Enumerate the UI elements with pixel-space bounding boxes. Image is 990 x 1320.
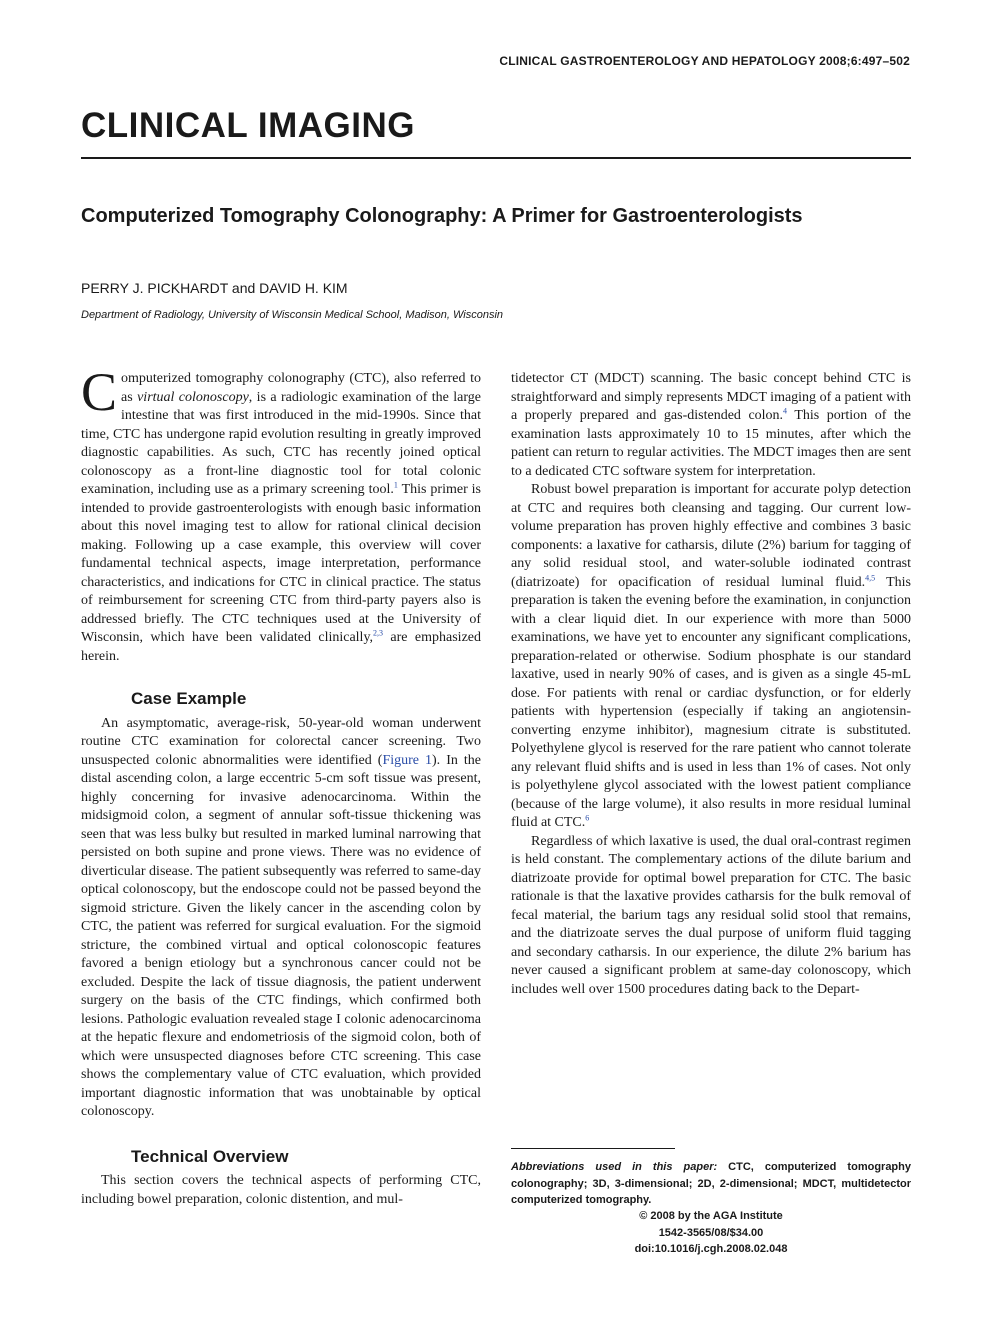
citation-link[interactable]: 6 (585, 813, 590, 823)
intro-text-2: , is a radiologic examination of the large intestine that was first introduced in the mid-1990s. Since that time, CTC has undergone rapid evolution resulting in greatly improved diagnostic capabilities. As such, CTC has recently joined optical colonoscopy as a front-line diagnostic tool for total colonic examination, including use as a primary screening tool. (81, 389, 481, 497)
intro-text-3: This primer is intended to provide gastroenterologists with enough basic information about this novel imaging test to allow for rational clinical decision making. Following up a case example, this overview will cover fundamental technical aspects, image interpretation, performance characteristics, and indications for CTC in clinical practice. The status of reimbursement for screening CTC from third-party payers also is addressed briefly. The CTC techniques used at the University of Wisconsin, which have been validated clinically, (81, 482, 482, 645)
technical-paragraph-1-end (511, 370, 911, 481)
bowel-prep-paragraph (511, 481, 911, 833)
case-text-2: ). In the distal ascending colon, a large eccentric 5-cm soft tissue was present, highly concerning for invasive adenocarcinoma. Within the midsigmoid colon, a segment of annular soft-tissue thickening was seen that was less bulky but resulted in marked luminal narrowing that persisted on both supine and prone views. There was no evidence of diverticular disease. The patient subsequently was referred to same-day optical colonoscopy, but the endoscope could not be passed beyond the sigmoid stricture. Given the likely cancer in the ascending colon by CTC, the patient was referred for surgical evaluation. For the sigmoid stricture, the combined virtual and optical colonoscopic features favored a benign etiology but a synchronous cancer could not be excluded. Despite the lack of tissue diagnosis, the patient underwent surgery on the basis of the CTC findings, which confirmed both lesions. Pathologic evaluation revealed stage I colonic adenocarcinoma at the hepatic flexure and endometriosis of the sigmoid colon, both of which were unsuspected diagnoses before CTC screening. This case shows the complementary value of CTC evaluation, which provided important diagnostic information that was unobtainable by optical colonoscopy. (81, 752, 481, 1119)
prep-text-1: Robust bowel preparation is important for accurate polyp detection at CTC and requires both cleansing and tagging. Our current low-volume preparation has proven highly effective and combines 3 basic components: a laxative for catharsis, dilute (2%) barium for tagging of any solid residual stool, and water-soluble iodinated contrast (diatrizoate) for opacification of residual luminal fluid. (511, 482, 911, 590)
technical-paragraph-1-start: This section covers the technical aspects of performing CTC, including bowel preparation, colonic distention, and mul- (81, 1173, 481, 1207)
technical-overview-heading: Technical Overview (131, 1146, 289, 1166)
figure-link[interactable]: Figure 1 (382, 752, 433, 768)
citation-link[interactable]: 1 (393, 480, 398, 490)
case-text-1: An asymptomatic, average-risk, 50-year-old woman underwent routine CTC examination for colorectal cancer screening. Two unsuspected colonic abnormalities were identified ( (81, 715, 481, 768)
case-example-heading: Case Example (131, 689, 247, 708)
footnote-text: CTC, computerized tomography colonography; 3D, 3-dimensional; 2D, 2-dimensional; MDCT, multidetector computerized tomography. (511, 1161, 911, 1206)
affiliation: Department of Radiology, University of Wisconsin Medical School, Madison, Wisconsin (81, 309, 504, 321)
section-title: CLINICAL IMAGING (81, 106, 416, 145)
footnote-label: Abbreviations used in this paper: (511, 1161, 718, 1173)
abbreviations-footnote (511, 1159, 911, 1209)
running-head: CLINICAL GASTROENTEROLOGY AND HEPATOLOGY 2008;6:497–502 (499, 54, 910, 68)
authors: PERRY J. PICKHARDT and DAVID H. KIM (81, 280, 348, 296)
doi-line: doi:10.1016/j.cgh.2008.02.048 (634, 1243, 788, 1255)
drop-cap: C (81, 362, 118, 422)
section-divider (81, 157, 911, 159)
case-example-paragraph (81, 715, 481, 1122)
prep-text-2: This preparation is taken the evening before the examination, in conjunction with a clear liquid diet. In our experience with more than 5000 examinations, we have yet to encounter any significant complications, preparation-related or otherwise. Sodium phosphate is our standard laxative, used in nearly 90% of cases, and is given as a single 45-mL dose. For patients with renal or cardiac dysfunction, or for elderly patients with hypertension (especially if taking an angiotensin-converting enzyme inhibitor), magnesium citrate is substituted. Polyethylene glycol is reserved for the rare patient who cannot tolerate any relevant fluid shifts and is used in less than 1% of cases. Not only is polyethylene glycol associated with the lowest patient compliance (because of the large volume), it also results in more residual luminal fluid at CTC. (511, 574, 911, 830)
copyright-block (511, 1208, 911, 1258)
technical-p1-end: This portion of the examination lasts approximately 10 to 15 minutes, after which the patient can return to regular activities. The MDCT images then are sent to a dedicated CTC software system for interpretation. (511, 408, 912, 479)
technical-p1-end-text: tidetector CT (MDCT) scanning. The basic concept behind CTC is straightforward and simply represents MDCT imaging of a patient with a properly prepared and gas-distended colon. (511, 371, 911, 423)
citation-link[interactable]: 4,5 (865, 572, 876, 582)
footnote-divider (511, 1148, 675, 1149)
citation-link[interactable]: 4 (783, 406, 788, 416)
issn-line: 1542-3565/08/$34.00 (658, 1226, 764, 1239)
right-column (511, 370, 911, 999)
left-column (81, 362, 482, 1209)
intro-paragraph (81, 362, 482, 666)
contrast-regimen-paragraph: Regardless of which laxative is used, the dual oral-contrast regimen is held constant. The complementary actions of the dilute barium and diatrizoate provide for optimal bowel preparation for CTC. The basic rationale is that the laxative provides catharsis for the bulk removal of fecal material, the barium tags any residual solid stool that remains, and the diatrizoate serves the dual purpose of uniform fluid tagging and secondary catharsis. In our experience, the dilute 2% barium has never caused a significant problem at same-day colonoscopy, which includes well over 1500 procedures dating back to the Depart- (511, 833, 911, 997)
copyright-line: © 2008 by the AGA Institute (639, 1210, 783, 1222)
intro-text-1: omputerized tomography colonography (CTC), also referred to as (121, 371, 481, 405)
intro-text-4: are emphasized herein. (81, 630, 481, 664)
citation-link[interactable]: 2,3 (373, 628, 384, 638)
intro-virtual-term: virtual colonoscopy (137, 389, 249, 405)
article-title: Computerized Tomography Colonography: A Primer for Gastroenterologists (81, 205, 803, 227)
